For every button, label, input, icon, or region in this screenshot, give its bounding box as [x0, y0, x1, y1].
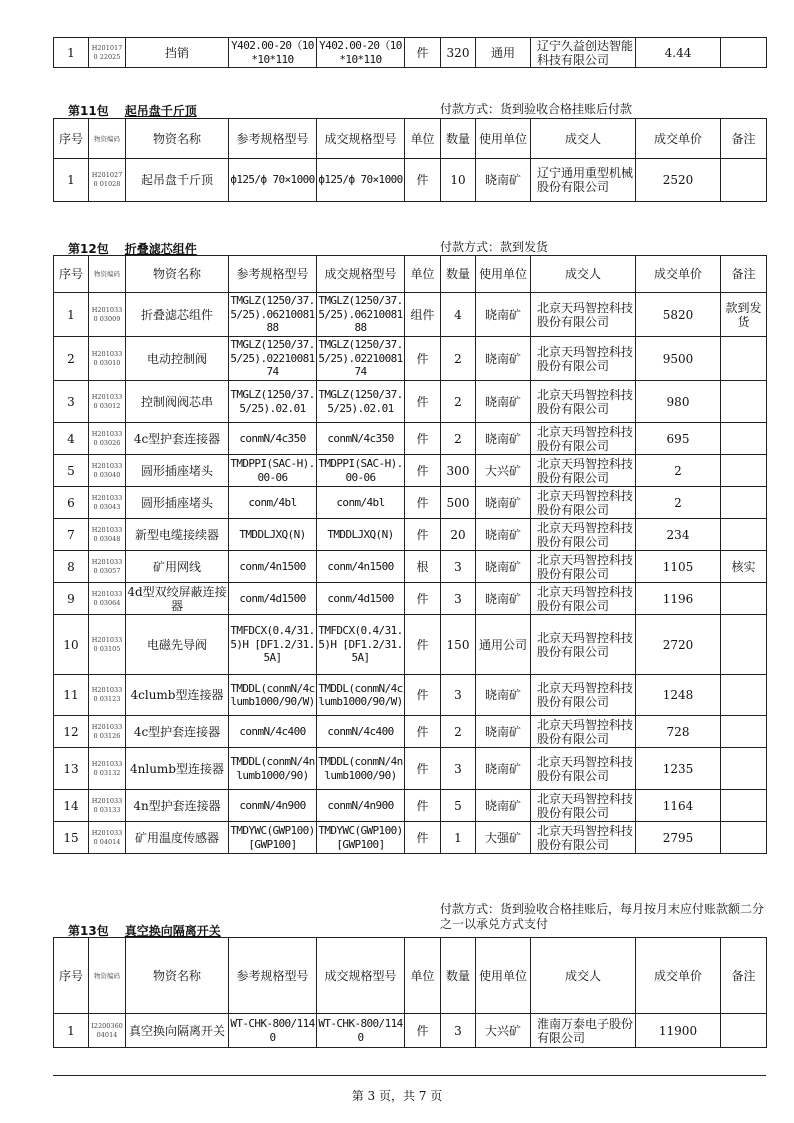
column-header: 备注	[721, 938, 767, 1014]
cell-note	[721, 615, 767, 675]
cell-price: 1164	[636, 790, 721, 822]
cell-ref-spec: Y402.00-20（10*10*110	[229, 38, 317, 68]
cell-seq: 8	[54, 551, 89, 583]
cell-user: 晓南矿	[476, 337, 531, 381]
cell-code: H2010270 01028	[89, 159, 126, 202]
cell-deal-spec: WT-CHK-800/1140	[317, 1014, 405, 1048]
cell-ref-spec: ф125/ф 70×1000	[229, 159, 317, 202]
cell-qty: 1	[441, 822, 476, 854]
package-label: 第13包	[68, 924, 109, 938]
cell-ref-spec: conmN/4c350	[229, 423, 317, 455]
cell-vendor: 北京天玛智控科技股份有限公司	[531, 455, 636, 487]
cell-code: H2010330 03048	[89, 519, 126, 551]
column-header: 成交单价	[636, 938, 721, 1014]
cell-unit: 件	[405, 519, 441, 551]
cell-user: 晓南矿	[476, 551, 531, 583]
cell-user: 大兴矿	[476, 1014, 531, 1048]
cell-vendor: 北京天玛智控科技股份有限公司	[531, 293, 636, 337]
cell-name: 电动控制阀	[126, 337, 229, 381]
cell-user: 晓南矿	[476, 159, 531, 202]
cell-code: H2010330 03133	[89, 790, 126, 822]
cell-seq: 12	[54, 716, 89, 748]
column-header: 参考规格型号	[229, 256, 317, 293]
cell-deal-spec: TMDYWC(GWP100) [GWP100]	[317, 822, 405, 854]
table-row	[54, 716, 767, 748]
table-row	[54, 381, 767, 423]
cell-price: 2520	[636, 159, 721, 202]
cell-seq: 13	[54, 748, 89, 790]
cell-qty: 20	[441, 519, 476, 551]
table-row	[54, 615, 767, 675]
table-row	[54, 1014, 767, 1048]
cell-name: 电磁先导阀	[126, 615, 229, 675]
cell-price: 1248	[636, 675, 721, 716]
cell-note	[721, 675, 767, 716]
cell-price: 2720	[636, 615, 721, 675]
table-row	[54, 822, 767, 854]
cell-qty: 3	[441, 675, 476, 716]
cell-qty: 3	[441, 583, 476, 615]
package-11-table	[53, 118, 767, 202]
cell-vendor: 北京天玛智控科技股份有限公司	[531, 551, 636, 583]
column-header: 成交规格型号	[317, 938, 405, 1014]
cell-deal-spec: TMDDL(conmN/4clumb1000/90/W)	[317, 675, 405, 716]
cell-vendor: 北京天玛智控科技股份有限公司	[531, 337, 636, 381]
cell-price: 980	[636, 381, 721, 423]
table-row	[54, 487, 767, 519]
header-row	[54, 119, 767, 159]
cell-price: 234	[636, 519, 721, 551]
header-row	[54, 256, 767, 293]
cell-unit: 件	[405, 615, 441, 675]
cell-user: 晓南矿	[476, 423, 531, 455]
cell-qty: 320	[441, 38, 476, 68]
cell-seq: 10	[54, 615, 89, 675]
cell-qty: 3	[441, 1014, 476, 1048]
payment-terms: 付款方式：款到发货	[440, 240, 549, 254]
package-11-title	[68, 102, 197, 119]
table-row	[54, 790, 767, 822]
cell-note	[721, 1014, 767, 1048]
cell-unit: 件	[405, 487, 441, 519]
cell-unit: 件	[405, 381, 441, 423]
cell-user: 晓南矿	[476, 748, 531, 790]
column-header: 单位	[405, 119, 441, 159]
cell-code: H2010330 04014	[89, 822, 126, 854]
cell-name: 起吊盘千斤顶	[126, 159, 229, 202]
cell-seq: 15	[54, 822, 89, 854]
cell-user: 大强矿	[476, 822, 531, 854]
cell-qty: 3	[441, 551, 476, 583]
cell-seq: 1	[54, 159, 89, 202]
cell-name: 4c型护套连接器	[126, 423, 229, 455]
cell-seq: 14	[54, 790, 89, 822]
cell-vendor: 北京天玛智控科技股份有限公司	[531, 748, 636, 790]
cell-note	[721, 716, 767, 748]
cell-price: 9500	[636, 337, 721, 381]
cell-qty: 500	[441, 487, 476, 519]
cell-vendor: 北京天玛智控科技股份有限公司	[531, 423, 636, 455]
cell-deal-spec: TMGLZ(1250/37.5/25).02.01	[317, 381, 405, 423]
column-header: 参考规格型号	[229, 119, 317, 159]
cell-unit: 根	[405, 551, 441, 583]
column-header: 成交规格型号	[317, 256, 405, 293]
column-header: 备注	[721, 256, 767, 293]
cell-qty: 2	[441, 716, 476, 748]
cell-name: 4d型双绞屏蔽连接器	[127, 584, 227, 613]
cell-unit: 件	[405, 716, 441, 748]
cell-unit: 组件	[405, 293, 441, 337]
cell-price: 2795	[636, 822, 721, 854]
cell-note	[721, 790, 767, 822]
cell-deal-spec: TMDPPI(SAC-H).00-06	[317, 455, 405, 487]
column-header: 使用单位	[476, 938, 531, 1014]
table-row	[54, 519, 767, 551]
cell-note	[721, 487, 767, 519]
cell-user: 通用	[476, 38, 531, 68]
cell-name: 折叠滤芯组件	[126, 293, 229, 337]
cell-seq: 1	[54, 1014, 89, 1048]
cell-ref-spec: TMGLZ(1250/37.5/25).0221008174	[229, 337, 317, 381]
cell-user: 晓南矿	[476, 487, 531, 519]
cell-ref-spec: TMDYWC(GWP100) [GWP100]	[229, 822, 317, 854]
cell-note: 核实	[721, 551, 767, 583]
cell-ref-spec: TMFDCX(0.4/31.5)H [DF1.2/31.5A]	[229, 615, 317, 675]
column-header: 使用单位	[476, 256, 531, 293]
table-row	[54, 455, 767, 487]
cell-vendor: 北京天玛智控科技股份有限公司	[531, 381, 636, 423]
cell-name: 真空换向隔离开关	[126, 1014, 229, 1048]
cell-price: 695	[636, 423, 721, 455]
column-header: 单位	[405, 256, 441, 293]
cell-name: 挡销	[126, 38, 229, 68]
cell-qty: 10	[441, 159, 476, 202]
cell-unit: 件	[405, 455, 441, 487]
table-row	[54, 159, 767, 202]
cell-note	[721, 38, 767, 68]
cell-deal-spec: conm/4bl	[317, 487, 405, 519]
cell-note	[721, 423, 767, 455]
cell-unit: 件	[405, 1014, 441, 1048]
column-header: 序号	[54, 256, 89, 293]
cell-seq: 11	[54, 675, 89, 716]
cell-unit: 件	[405, 38, 441, 68]
payment-terms: 付款方式：货到验收合格挂账后付款	[440, 102, 633, 116]
cell-unit: 件	[405, 675, 441, 716]
cell-code: H2010330 03132	[89, 748, 126, 790]
column-header: 物资编码	[89, 256, 126, 293]
cell-seq: 5	[54, 455, 89, 487]
cell-name: 矿用温度传感器	[126, 822, 229, 854]
cell-ref-spec: TMDPPI(SAC-H).00-06	[229, 455, 317, 487]
column-header: 成交单价	[636, 256, 721, 293]
column-header: 成交规格型号	[317, 119, 405, 159]
table-row	[54, 748, 767, 790]
cell-qty: 3	[441, 748, 476, 790]
column-header: 成交单价	[636, 119, 721, 159]
cell-deal-spec: TMDDL(conmN/4nlumb1000/90)	[317, 748, 405, 790]
cell-unit: 件	[405, 423, 441, 455]
cell-vendor: 北京天玛智控科技股份有限公司	[531, 716, 636, 748]
cell-unit: 件	[405, 159, 441, 202]
cell-ref-spec: conm/4d1500	[229, 583, 317, 615]
package-13-table	[53, 937, 767, 1048]
header-row	[54, 938, 767, 1014]
cell-ref-spec: WT-CHK-800/1140	[229, 1014, 317, 1048]
column-header: 数量	[441, 938, 476, 1014]
cell-ref-spec: conm/4bl	[229, 487, 317, 519]
column-header: 物资名称	[126, 938, 229, 1014]
cell-deal-spec: conmN/4c400	[317, 716, 405, 748]
cell-price: 728	[636, 716, 721, 748]
cell-code: H2010330 03009	[89, 293, 126, 337]
cell-unit: 件	[405, 337, 441, 381]
cell-ref-spec: conm/4n1500	[229, 551, 317, 583]
cell-note	[721, 748, 767, 790]
cell-deal-spec: TMFDCX(0.4/31.5)H [DF1.2/31.5A]	[317, 615, 405, 675]
cell-vendor: 北京天玛智控科技股份有限公司	[531, 675, 636, 716]
table-row	[54, 293, 767, 337]
cell-price: 5820	[636, 293, 721, 337]
cell-qty: 2	[441, 381, 476, 423]
cell-seq: 1	[54, 293, 89, 337]
cell-code: H2010330 03123	[89, 675, 126, 716]
column-header: 数量	[441, 256, 476, 293]
top-table	[53, 37, 767, 68]
cell-unit: 件	[405, 822, 441, 854]
cell-code: H2010330 03043	[89, 487, 126, 519]
cell-deal-spec: Y402.00-20（10*10*110	[317, 38, 405, 68]
cell-vendor: 辽宁通用重型机械股份有限公司	[531, 159, 636, 202]
column-header: 使用单位	[476, 119, 531, 159]
cell-vendor: 北京天玛智控科技股份有限公司	[531, 519, 636, 551]
package-name: 折叠滤芯组件	[124, 242, 197, 256]
cell-vendor: 北京天玛智控科技股份有限公司	[531, 487, 636, 519]
cell-ref-spec: TMDDL(conmN/4clumb1000/90/W)	[229, 675, 317, 716]
cell-name: 圆形插座堵头	[126, 455, 229, 487]
column-header: 物资编码	[89, 938, 126, 1014]
column-header: 物资名称	[126, 256, 229, 293]
column-header: 成交人	[531, 938, 636, 1014]
cell-qty: 2	[441, 423, 476, 455]
cell-user: 晓南矿	[476, 519, 531, 551]
cell-qty: 150	[441, 615, 476, 675]
cell-user: 晓南矿	[476, 675, 531, 716]
cell-qty: 2	[441, 337, 476, 381]
cell-code: I2200360 04014	[89, 1014, 126, 1048]
table-row	[54, 675, 767, 716]
cell-seq: 1	[54, 38, 89, 68]
cell-note	[721, 822, 767, 854]
cell-qty: 4	[441, 293, 476, 337]
column-header: 参考规格型号	[229, 938, 317, 1014]
cell-deal-spec: TMGLZ(1250/37.5/25).0621008188	[317, 293, 405, 337]
cell-deal-spec: conm/4n1500	[317, 551, 405, 583]
cell-user: 晓南矿	[476, 381, 531, 423]
cell-note	[721, 337, 767, 381]
cell-vendor: 北京天玛智控科技股份有限公司	[531, 822, 636, 854]
cell-ref-spec: TMDDL(conmN/4nlumb1000/90)	[229, 748, 317, 790]
cell-vendor: 北京天玛智控科技股份有限公司	[531, 790, 636, 822]
column-header: 序号	[54, 119, 89, 159]
cell-name: 圆形插座堵头	[126, 487, 229, 519]
cell-name: 新型电缆接续器	[126, 519, 229, 551]
cell-note	[721, 381, 767, 423]
footer-divider	[53, 1075, 766, 1076]
cell-deal-spec: TMDDLJXQ(N)	[317, 519, 405, 551]
cell-user: 晓南矿	[476, 583, 531, 615]
column-header: 物资名称	[126, 119, 229, 159]
table-row	[54, 337, 767, 381]
cell-note: 款到发货	[721, 293, 767, 337]
table-row	[54, 423, 767, 455]
cell-seq: 2	[54, 337, 89, 381]
cell-seq: 6	[54, 487, 89, 519]
cell-vendor: 辽宁久益创达智能科技有限公司	[531, 38, 636, 68]
cell-unit: 件	[405, 748, 441, 790]
column-header: 备注	[721, 119, 767, 159]
cell-user: 晓南矿	[476, 790, 531, 822]
cell-name: 4n型护套连接器	[126, 790, 229, 822]
table-row	[54, 583, 767, 615]
cell-price: 11900	[636, 1014, 721, 1048]
package-label: 第11包	[68, 104, 109, 118]
cell-code: H2010330 03064	[89, 583, 126, 615]
column-header: 单位	[405, 938, 441, 1014]
cell-price: 1105	[636, 551, 721, 583]
cell-note	[721, 159, 767, 202]
cell-deal-spec: conmN/4n900	[317, 790, 405, 822]
cell-deal-spec: TMGLZ(1250/37.5/25).0221008174	[317, 337, 405, 381]
cell-vendor: 北京天玛智控科技股份有限公司	[531, 583, 636, 615]
cell-code: H2010330 03057	[89, 551, 126, 583]
cell-user: 晓南矿	[476, 293, 531, 337]
payment-terms: 付款方式：货到验收合格挂账后，每月按月末应付账款额二分之一以承兑方式支付	[440, 902, 765, 931]
cell-ref-spec: conmN/4n900	[229, 790, 317, 822]
package-name: 真空换向隔离开关	[124, 924, 221, 938]
cell-ref-spec: conmN/4c400	[229, 716, 317, 748]
cell-seq: 4	[54, 423, 89, 455]
cell-deal-spec: conm/4d1500	[317, 583, 405, 615]
cell-vendor: 北京天玛智控科技股份有限公司	[531, 615, 636, 675]
cell-price: 1196	[636, 583, 721, 615]
cell-name: 4clumb型连接器	[126, 675, 229, 716]
cell-user: 通用公司	[476, 615, 531, 675]
column-header: 物资编码	[89, 119, 126, 159]
cell-qty: 5	[441, 790, 476, 822]
cell-price: 1235	[636, 748, 721, 790]
cell-code: H2010330 03010	[89, 337, 126, 381]
cell-ref-spec: TMDDLJXQ(N)	[229, 519, 317, 551]
cell-unit: 件	[405, 790, 441, 822]
cell-note	[721, 583, 767, 615]
cell-code: H2010330 03126	[89, 716, 126, 748]
page-number: 第 3 页，共 7 页	[351, 1089, 443, 1103]
cell-unit: 件	[405, 583, 441, 615]
cell-seq: 9	[54, 583, 89, 615]
package-label: 第12包	[68, 242, 109, 256]
cell-price: 2	[636, 455, 721, 487]
cell-note	[721, 519, 767, 551]
column-header: 成交人	[531, 119, 636, 159]
cell-user: 大兴矿	[476, 455, 531, 487]
cell-code: H2010330 03012	[89, 381, 126, 423]
cell-name: 4nlumb型连接器	[126, 748, 229, 790]
cell-code: H2010330 03040	[89, 455, 126, 487]
cell-code: H2010330 03026	[89, 423, 126, 455]
cell-ref-spec: TMGLZ(1250/37.5/25).0621008188	[229, 293, 317, 337]
cell-deal-spec: conmN/4c350	[317, 423, 405, 455]
cell-code: H2010170 22025	[89, 38, 126, 68]
cell-deal-spec: ф125/ф 70×1000	[317, 159, 405, 202]
cell-price: 4.44	[636, 38, 721, 68]
column-header: 数量	[441, 119, 476, 159]
cell-vendor: 淮南万泰电子股份有限公司	[531, 1014, 636, 1048]
package-name: 起吊盘千斤顶	[124, 104, 197, 118]
cell-seq: 3	[54, 381, 89, 423]
column-header: 成交人	[531, 256, 636, 293]
cell-qty: 300	[441, 455, 476, 487]
cell-ref-spec: TMGLZ(1250/37.5/25).02.01	[229, 381, 317, 423]
cell-price: 2	[636, 487, 721, 519]
cell-name: 4c型护套连接器	[126, 716, 229, 748]
column-header: 序号	[54, 938, 89, 1014]
cell-code: H2010330 03105	[89, 615, 126, 675]
table-row	[54, 551, 767, 583]
cell-name: 控制阀阀芯串	[126, 381, 229, 423]
table-row	[54, 38, 767, 68]
cell-user: 晓南矿	[476, 716, 531, 748]
cell-note	[721, 455, 767, 487]
package-12-table	[53, 255, 767, 854]
cell-seq: 7	[54, 519, 89, 551]
cell-name: 矿用网线	[126, 551, 229, 583]
